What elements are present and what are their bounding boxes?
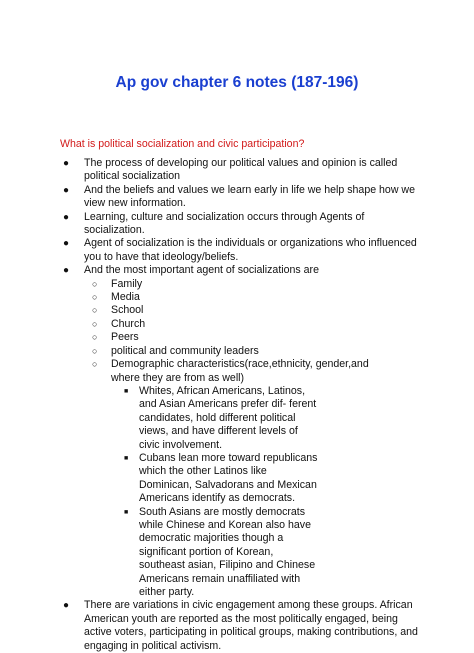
bullet-dot-icon: ●	[63, 184, 70, 196]
sub-sub-list-item-text: Cubans lean more toward republicans which the other Latinos like Dominican, Salvadorans and Mexican Americans identify as democrats.	[139, 451, 318, 505]
list-item	[0, 599, 474, 653]
bullet-dot-icon: ●	[63, 238, 70, 250]
sub-sub-list-item	[0, 506, 370, 600]
sublist-wrapper	[0, 278, 422, 600]
sub-list-item-text: political and community leaders	[111, 344, 259, 357]
sub-list-item-text: Media	[111, 291, 140, 304]
bullet-dot-icon: ●	[63, 600, 70, 612]
bullet-circle-icon: ○	[92, 305, 98, 316]
sub-list-item-text: Family	[111, 277, 143, 290]
sub-list-item	[0, 304, 422, 317]
sub-sub-list-item	[0, 385, 370, 452]
sub-list-item-text: Demographic characteristics(race,ethnicity, gender,and where they are from as well)	[111, 358, 369, 384]
list-item-text: Learning, culture and socialization occurs through Agents of socialization.	[84, 210, 365, 237]
bullet-square-icon: ■	[124, 454, 129, 462]
sublist-wrapper	[0, 385, 370, 600]
sub-list-item	[0, 358, 422, 599]
bullet-circle-icon: ○	[92, 318, 98, 329]
page-title: Ap gov chapter 6 notes (187-196)	[115, 74, 359, 91]
sub-list-item	[0, 278, 422, 291]
bullet-dot-icon: ●	[63, 265, 70, 277]
bullet-circle-icon: ○	[92, 359, 98, 370]
sub-sub-list-item-text: South Asians are mostly democrats while Chinese and Korean also have democratic majorities though a significant portion of Korean, southeast asian, Filipino and Chinese Americans remain unaffiliated with either party.	[139, 505, 316, 598]
sub-bullet-list	[0, 278, 422, 600]
bullet-square-icon: ■	[124, 508, 129, 516]
sub-sub-list-item	[0, 452, 370, 506]
sub-list-item-text: Peers	[111, 331, 139, 344]
list-item	[0, 211, 474, 238]
section-heading: What is political socialization and civic participation?	[60, 138, 305, 150]
bullet-list	[0, 157, 474, 653]
list-item	[0, 157, 474, 184]
sub-list-item	[0, 291, 422, 304]
list-item	[0, 184, 474, 211]
sub-sub-bullet-list	[0, 385, 370, 600]
list-item-text: There are variations in civic engagement among these groups. African American youth are reported as the most politically engaged, being active voters, participating in political groups, making contributions, and engaging in political activism.	[84, 599, 418, 652]
bullet-square-icon: ■	[124, 387, 129, 395]
list-item-text: The process of developing our political values and opinion is called political socialization	[84, 157, 398, 183]
list-item-text: Agent of socialization is the individuals or organizations who influenced you to have that ideology/beliefs.	[84, 237, 417, 263]
bullet-circle-icon: ○	[92, 345, 98, 356]
bullet-circle-icon: ○	[92, 292, 98, 303]
sub-list-item	[0, 318, 422, 331]
sub-list-item	[0, 331, 422, 344]
sub-list-item	[0, 345, 422, 358]
bullet-circle-icon: ○	[92, 278, 98, 289]
bullet-circle-icon: ○	[92, 332, 98, 343]
list-item	[0, 264, 474, 599]
list-item-text: And the most important agent of socializations are	[84, 264, 319, 277]
bullet-dot-icon: ●	[63, 158, 70, 169]
list-item-text: And the beliefs and values we learn early in life we help shape how we view new information.	[84, 183, 415, 210]
sub-list-item-text: School	[111, 304, 144, 317]
bullet-dot-icon: ●	[63, 211, 70, 223]
notes-content	[0, 157, 474, 653]
list-item	[0, 237, 474, 264]
sub-sub-list-item-text: Whites, African Americans, Latinos, and Asian Americans prefer dif- ferent candidates, hold different political views, and have different levels of civic involvement.	[139, 384, 317, 451]
sub-list-item-text: Church	[111, 317, 146, 330]
